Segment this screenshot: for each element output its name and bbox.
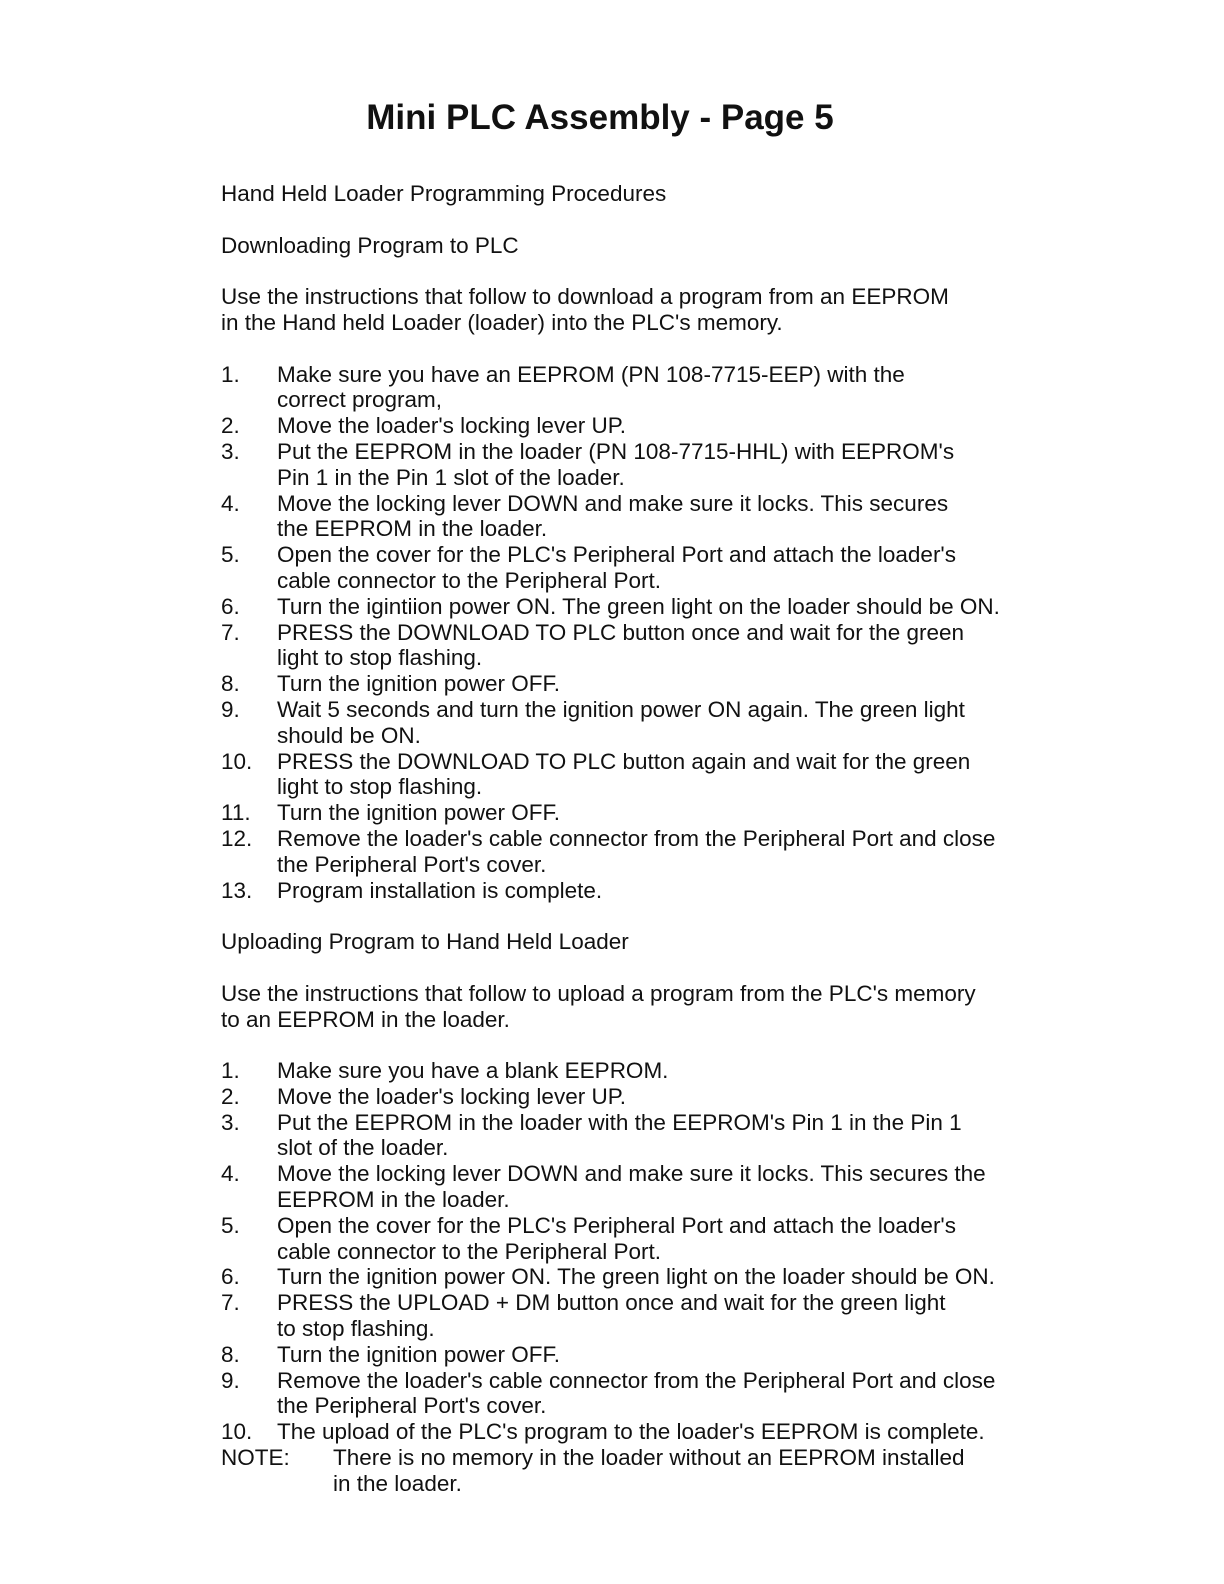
upload-steps-list [221, 1058, 1121, 1497]
list-item [221, 1213, 1121, 1265]
note-label: NOTE: [221, 1445, 290, 1471]
note-text: in the loader. [333, 1470, 462, 1496]
list-item [221, 1290, 1121, 1342]
upload-intro-line: Use the instructions that follow to upload a program from the PLC's memory [221, 980, 976, 1006]
step-number: 11. [221, 800, 251, 826]
upload-heading: Uploading Program to Hand Held Loader [221, 929, 629, 955]
step-text: Make sure you have a blank EEPROM. [277, 1058, 669, 1084]
list-item [221, 413, 1121, 439]
page-content [221, 181, 1121, 1497]
step-text: to stop flashing. [277, 1316, 435, 1342]
step-text: Program installation is complete. [277, 877, 603, 903]
step-text: cable connector to the Peripheral Port. [277, 1238, 661, 1264]
list-item [221, 594, 1121, 620]
list-item [221, 620, 1121, 672]
step-text: slot of the loader. [277, 1135, 449, 1161]
list-item [221, 491, 1121, 543]
step-number: 8. [221, 671, 240, 697]
step-text: cable connector to the Peripheral Port. [277, 567, 661, 593]
list-item [221, 1161, 1121, 1213]
list-item [221, 1419, 1121, 1445]
step-number: 2. [221, 413, 240, 439]
step-number: 2. [221, 1083, 240, 1109]
list-item [221, 542, 1121, 594]
step-number: 13. [221, 877, 253, 903]
list-item [221, 878, 1121, 904]
download-heading: Downloading Program to PLC [221, 232, 519, 258]
step-text: the Peripheral Port's cover. [277, 851, 547, 877]
step-number: 4. [221, 490, 240, 516]
step-text: Turn the ignition power ON. The green light on the loader should be ON. [277, 1264, 995, 1290]
step-number: 7. [221, 1290, 240, 1316]
step-text: correct program, [277, 387, 443, 413]
step-text: Open the cover for the PLC's Peripheral Port and attach the loader's [277, 542, 956, 568]
step-text: PRESS the DOWNLOAD TO PLC button once and wait for the green [277, 619, 965, 645]
step-number: 6. [221, 593, 240, 619]
step-text: EEPROM in the loader. [277, 1187, 510, 1213]
list-item [221, 1342, 1121, 1368]
page-title: Mini PLC Assembly - Page 5 [366, 98, 834, 137]
step-text: should be ON. [277, 722, 421, 748]
step-number: 5. [221, 1212, 240, 1238]
list-item [221, 697, 1121, 749]
step-text: Remove the loader's cable connector from the Peripheral Port and close [277, 825, 996, 851]
step-text: Move the loader's locking lever UP. [277, 413, 627, 439]
list-item [221, 671, 1121, 697]
step-text: Turn the ignition power OFF. [277, 1341, 561, 1367]
step-text: Remove the loader's cable connector from the Peripheral Port and close [277, 1367, 996, 1393]
step-text: Wait 5 seconds and turn the ignition power ON again. The green light [277, 696, 965, 722]
download-intro-line: in the Hand held Loader (loader) into the PLC's memory. [221, 309, 783, 335]
step-text: the Peripheral Port's cover. [277, 1393, 547, 1419]
note [221, 1445, 1121, 1497]
list-item [221, 749, 1121, 801]
list-item [221, 1058, 1121, 1084]
step-number: 6. [221, 1264, 240, 1290]
list-item [221, 362, 1121, 414]
list-item [221, 1110, 1121, 1162]
step-number: 9. [221, 696, 240, 722]
step-text: Turn the ignition power OFF. [277, 800, 561, 826]
list-item [221, 1264, 1121, 1290]
section-heading: Hand Held Loader Programming Procedures [221, 181, 667, 206]
step-number: 7. [221, 619, 240, 645]
upload-intro-line: to an EEPROM in the loader. [221, 1006, 510, 1032]
step-text: Make sure you have an EEPROM (PN 108-7715-EEP) with the [277, 361, 905, 387]
step-text: Turn the ignition power OFF. [277, 671, 561, 697]
step-number: 3. [221, 438, 240, 464]
step-text: Pin 1 in the Pin 1 slot of the loader. [277, 464, 625, 490]
step-number: 8. [221, 1341, 240, 1367]
step-text: PRESS the DOWNLOAD TO PLC button again and wait for the green [277, 748, 971, 774]
step-number: 1. [221, 1058, 240, 1084]
note-text: There is no memory in the loader without an EEPROM installed [333, 1445, 965, 1471]
step-text: light to stop flashing. [277, 645, 483, 671]
step-number: 1. [221, 361, 240, 387]
step-text: Put the EEPROM in the loader with the EEPROM's Pin 1 in the Pin 1 [277, 1109, 962, 1135]
list-item [221, 1368, 1121, 1420]
step-number: 10. [221, 748, 253, 774]
download-intro-line: Use the instructions that follow to download a program from an EEPROM [221, 284, 949, 310]
step-text: Move the locking lever DOWN and make sure it locks. This secures the [277, 1161, 986, 1187]
list-item [221, 439, 1121, 491]
step-text: Turn the igintiion power ON. The green light on the loader should be ON. [277, 593, 1000, 619]
download-steps-list [221, 362, 1121, 904]
step-text: Put the EEPROM in the loader (PN 108-7715-HHL) with EEPROM's [277, 438, 955, 464]
step-text: Move the locking lever DOWN and make sure it locks. This secures [277, 490, 949, 516]
step-number: 10. [221, 1419, 253, 1445]
step-number: 12. [221, 825, 253, 851]
step-number: 3. [221, 1109, 240, 1135]
step-text: Move the loader's locking lever UP. [277, 1083, 627, 1109]
step-text: The upload of the PLC's program to the loader's EEPROM is complete. [277, 1419, 985, 1445]
step-number: 4. [221, 1161, 240, 1187]
step-number: 9. [221, 1367, 240, 1393]
list-item [221, 1084, 1121, 1110]
list-item [221, 826, 1121, 878]
list-item [221, 800, 1121, 826]
step-text: the EEPROM in the loader. [277, 516, 548, 542]
step-text: Open the cover for the PLC's Peripheral Port and attach the loader's [277, 1212, 956, 1238]
step-text: light to stop flashing. [277, 774, 483, 800]
step-number: 5. [221, 542, 240, 568]
step-text: PRESS the UPLOAD + DM button once and wait for the green light [277, 1290, 946, 1316]
